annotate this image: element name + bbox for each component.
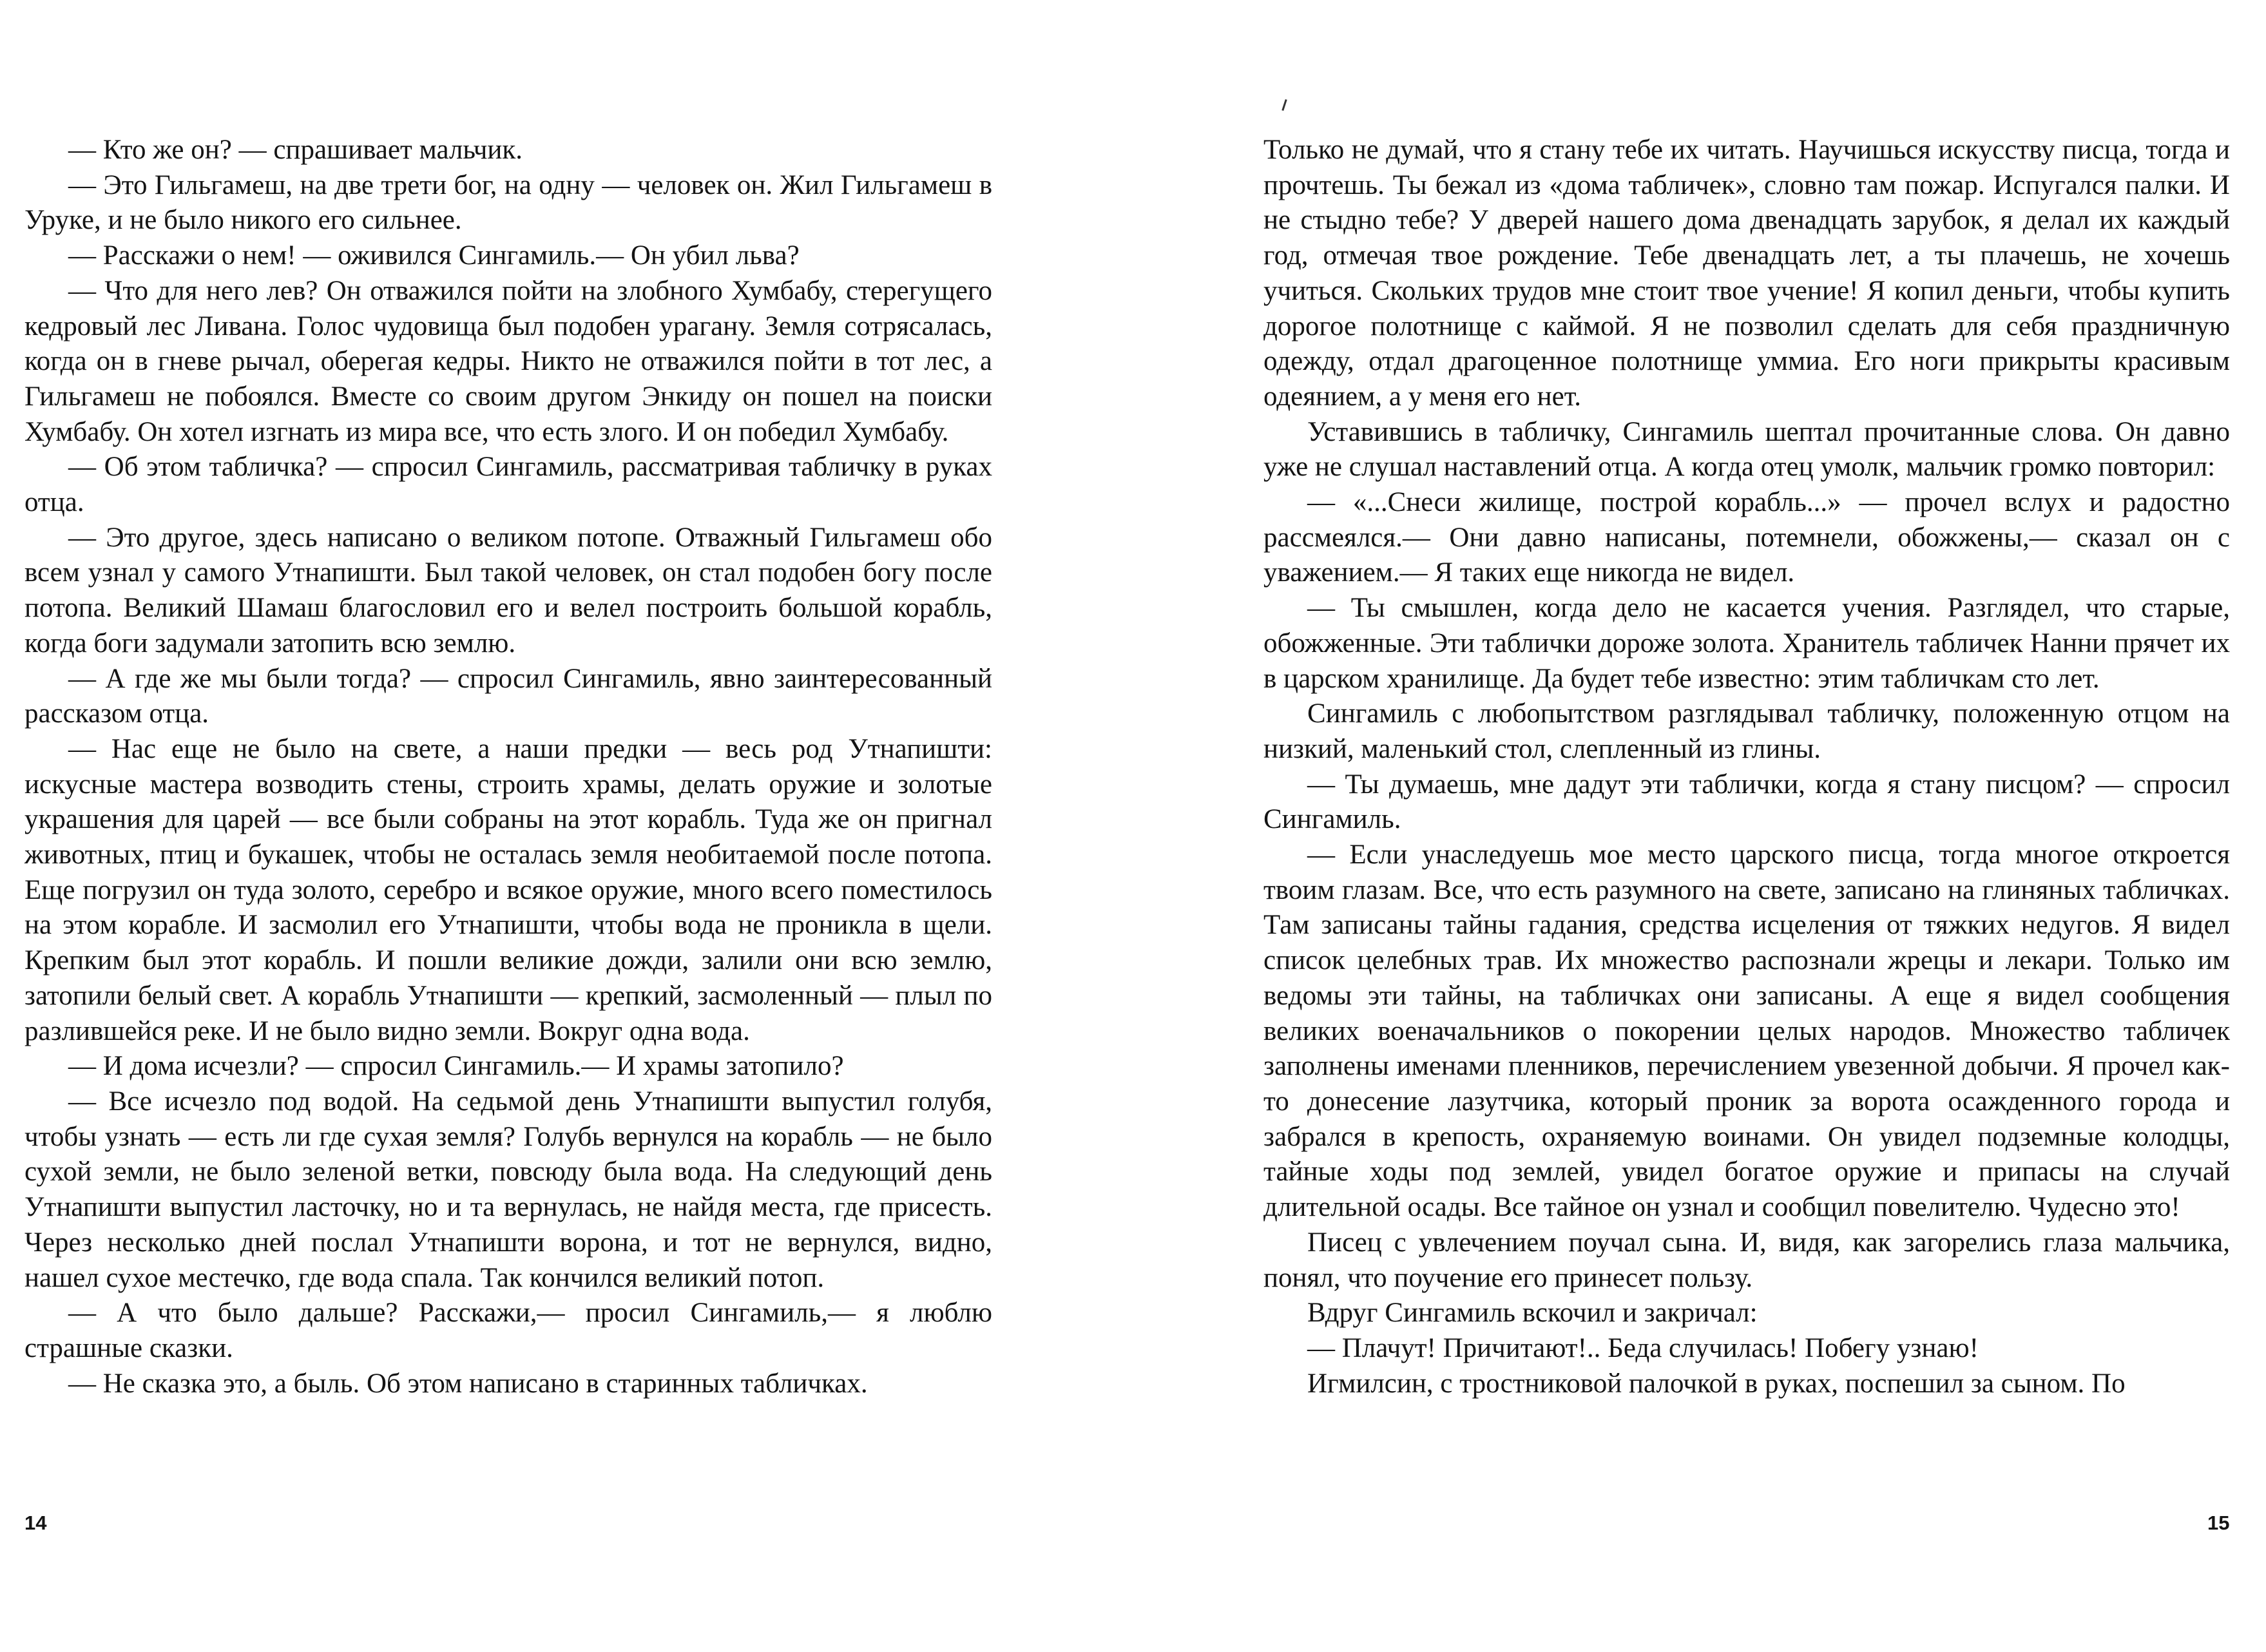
paragraph: — Это другое, здесь написано о великом потопе. Отважный Гильгамеш обо всем узнал у самого Утнапишти. Был такой человек, он стал подобен богу после потопа. Великий Шамаш благословил его и велел построить большой корабль, когда боги задумали затопить всю землю. bbox=[24, 522, 992, 658]
paragraph: Игмилсин, с тростниковой палочкой в руках, поспешил за сыном. По bbox=[1307, 1368, 2126, 1399]
paragraph: — Расскажи о нем! — оживился Сингамиль.— Он убил льва? bbox=[68, 240, 800, 271]
left-page-text bbox=[24, 133, 992, 1401]
paragraph: — Это Гильгамеш, на две трети бог, на одну — человек он. Жил Гильгамеш в Уруке, и не было никого его сильнее. bbox=[24, 169, 992, 236]
paragraph: — Ты смышлен, когда дело не касается учения. Разглядел, что старые, обожженные. Эти таблички дороже золота. Хранитель табличек Нанни прячет их в царском хранилище. Да будет тебе известно: этим табличкам сто лет. bbox=[1263, 593, 2230, 694]
paragraph: Вдруг Сингамиль вскочил и закричал: bbox=[1307, 1298, 1758, 1329]
page-number: 15 bbox=[2207, 1512, 2230, 1534]
paragraph: — «...Снеси жилище, построй корабль...» — прочел вслух и радостно рассмеялся.— Они давно написаны, потемнели, обожжены,— сказал он с уважением.— Я таких еще никогда не видел. bbox=[1263, 487, 2230, 588]
paragraph: — Ты думаешь, мне дадут эти таблички, когда я стану писцом? — спросил Сингамиль. bbox=[1263, 769, 2230, 835]
paragraph: — А где же мы были тогда? — спросил Сингамиль, явно заинтересованный рассказом отца. bbox=[24, 663, 992, 729]
paragraph: — Кто же он? — спрашивает мальчик. bbox=[68, 135, 523, 165]
paragraph: — Все исчезло под водой. На седьмой день Утнапишти выпустил голубя, чтобы узнать — есть ли где сухая земля? Голубь вернулся на корабль — не было сухой земли, не было зеленой ветки, повсюду была вода. На следующий день Утнапишти выпустил ласточку, но и та вернулась, не найдя места, где присесть. Через несколько дней послал Утнапишти ворона, и тот не вернулся, видно, нашел сухое местечко, где вода спала. Так кончился великий потоп. bbox=[24, 1086, 992, 1293]
paragraph: — И дома исчезли? — спросил Сингамиль.— И храмы затопило? bbox=[68, 1051, 844, 1082]
paragraph: — Не сказка это, а быль. Об этом написано в старинных табличках. bbox=[68, 1368, 868, 1399]
paragraph: — А что было дальше? Расскажи,— просил Сингамиль,— я люблю страшные сказки. bbox=[24, 1298, 992, 1363]
paragraph: Сингамиль с любопытством разглядывал табличку, положенную отцом на низкий, маленький стол, слепленный из глины. bbox=[1263, 698, 2230, 764]
paragraph: Писец с увлечением поучал сына. И, видя, как загорелись глаза мальчика, понял, что поучение его принесет пользу. bbox=[1263, 1227, 2230, 1293]
paragraph-continued: Только не думай, что я стану тебе их читать. Научишься искусству писца, тогда и прочтешь. Ты бежал из «дома табличек», словно там пожар. Испугался палки. И не стыдно тебе? У дверей нашего дома двенадцать зарубок, я делал их каждый год, отмечая твое рождение. Тебе двенадцать лет, а ты плачешь, не хочешь учиться. Скольких трудов мне стоит твое учение! Я копил деньги, чтобы купить дорогое полотнище с каймой. Я не позволил сделать для себя праздничную одежду, отдал драгоценное полотнище уммиа. Его ноги прикрыты красивым одеянием, а у меня его нет. bbox=[1263, 135, 2230, 412]
paragraph: — Об этом табличка? — спросил Сингамиль, рассматривая табличку в руках отца. bbox=[24, 452, 992, 518]
right-page bbox=[1133, 0, 2266, 1652]
right-page-text bbox=[1263, 133, 2230, 1401]
paragraph: — Если унаследуешь мое место царского писца, тогда многое откроется твоим глазам. Все, что есть разумного на свете, записано на глиняных табличках. Там записаны тайны гадания, средства исцеления от тяжких недугов. Я видел список целебных трав. Их множество распознали жрецы и лекари. Только им ведомы эти тайны, на табличках они записаны. А еще я видел сообщения великих военачальников о покорении целых народов. Множество табличек заполнены именами пленников, перечислением увезенной добычи. Я прочел как-то донесение лазутчика, который проник за ворота осажденного города и забрался в крепость, охраняемую воинами. Он увидел подземные колодцы, тайные ходы под землей, увидел богатое оружие и припасы на случай длительной осады. Все тайное он узнал и сообщил повелителю. Чудесно это! bbox=[1263, 840, 2230, 1223]
paragraph: Уставившись в табличку, Сингамиль шептал прочитанные слова. Он давно уже не слушал наставлений отца. А когда отец умолк, мальчик громко повторил: bbox=[1263, 416, 2230, 483]
paragraph: — Нас еще не было на свете, а наши предки — весь род Утнапишти: искусные мастера возводить стены, строить храмы, делать оружие и золотые украшения для царей — все были собраны на этот корабль. Туда же он пригнал животных, птиц и букашек, чтобы не осталась земля необитаемой после потопа. Еще погрузил он туда золото, серебро и всякое оружие, много всего поместилось на этом корабле. И засмолил его Утнапишти, чтобы вода не проникла в щели. Крепким был этот корабль. И пошли великие дожди, залили они всю землю, затопили белый свет. А корабль Утнапишти — крепкий, засмоленный — плыл по разлившейся реке. И не было видно земли. Вокруг одна вода. bbox=[24, 733, 992, 1046]
page-number: 14 bbox=[24, 1512, 47, 1534]
paragraph: — Плачут! Причитают!.. Беда случилась! Побегу узнаю! bbox=[1307, 1332, 1979, 1363]
paragraph: — Что для него лев? Он отважился пойти на злобного Хумбабу, стерегущего кедровый лес Ливана. Голос чудовища был подобен урагану. Земля сотрясалась, когда он в гневе рычал, оберегая кедры. Никто не отважился пойти в тот лес, а Гильгамеш не побоялся. Вместе со своим другом Энкиду он пошел на поиски Хумбабу. Он хотел изгнать из мира все, что есть злого. И он победил Хумбабу. bbox=[24, 275, 992, 447]
